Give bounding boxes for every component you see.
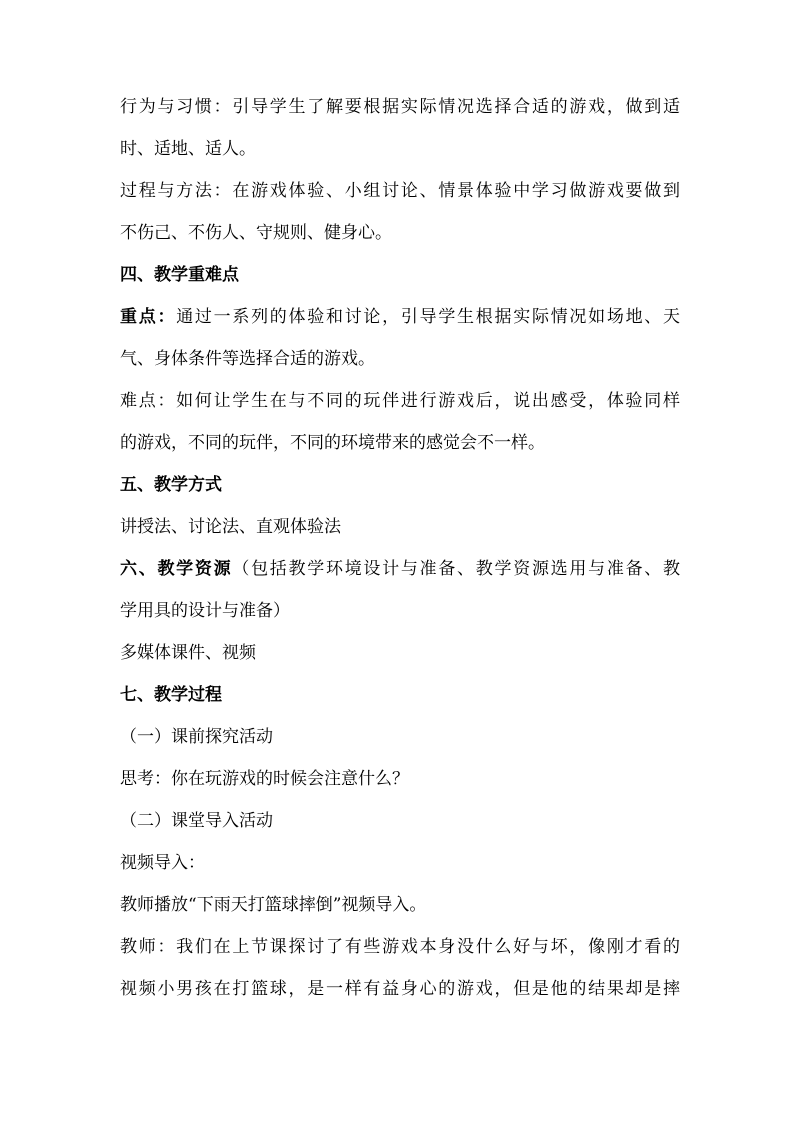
section-heading-5: 五、教学方式 <box>120 475 222 495</box>
text-line-3: 过程与方法：在游戏体验、小组讨论、情景体验中学习做游戏要做到 <box>120 181 680 201</box>
document-page <box>120 97 680 1000</box>
text-line-16: （一）课前探究活动 <box>120 727 273 747</box>
text-line-8: 难点：如何让学生在与不同的玩伴进行游戏后，说出感受，体验同样 <box>120 391 680 411</box>
text-line-7: 气、身体条件等选择合适的游戏。 <box>120 349 375 369</box>
line-text: 通过一系列的体验和讨论，引导学生根据实际情况如场地、天 <box>176 307 681 327</box>
text-line-1: 行为与习惯：引导学生了解要根据实际情况选择合适的游戏，做到适 <box>120 97 680 117</box>
text-line-6 <box>120 307 680 328</box>
text-line-20: 教师播放“下雨天打篮球摔倒”视频导入。 <box>120 895 427 915</box>
text-line-11: 讲授法、讨论法、直观体验法 <box>120 517 341 537</box>
text-line-21: 教师：我们在上节课探讨了有些游戏本身没什么好与坏，像刚才看的 <box>120 937 680 957</box>
text-line-12 <box>120 559 680 580</box>
text-line-14: 多媒体课件、视频 <box>120 643 256 663</box>
text-line-19: 视频导入： <box>120 853 205 873</box>
line-text: （包括教学环境设计与准备、教学资源选用与准备、教 <box>232 559 681 579</box>
section-heading-6: 六、教学资源 <box>120 559 233 579</box>
text-line-4: 不伤己、不伤人、守规则、健身心。 <box>120 223 392 243</box>
section-heading-7: 七、教学过程 <box>120 685 222 705</box>
bold-prefix: 重点： <box>120 307 177 327</box>
text-line-2: 时、适地、适人。 <box>120 139 256 159</box>
text-line-13: 学用具的设计与准备） <box>120 601 290 621</box>
section-heading-4: 四、教学重难点 <box>120 265 239 285</box>
text-line-9: 的游戏，不同的玩伴，不同的环境带来的感觉会不一样。 <box>120 433 545 453</box>
text-line-18: （二）课堂导入活动 <box>120 811 273 831</box>
text-line-22: 视频小男孩在打篮球，是一样有益身心的游戏，但是他的结果却是摔 <box>120 979 680 999</box>
text-line-17: 思考：你在玩游戏的时候会注意什么？ <box>120 769 409 789</box>
